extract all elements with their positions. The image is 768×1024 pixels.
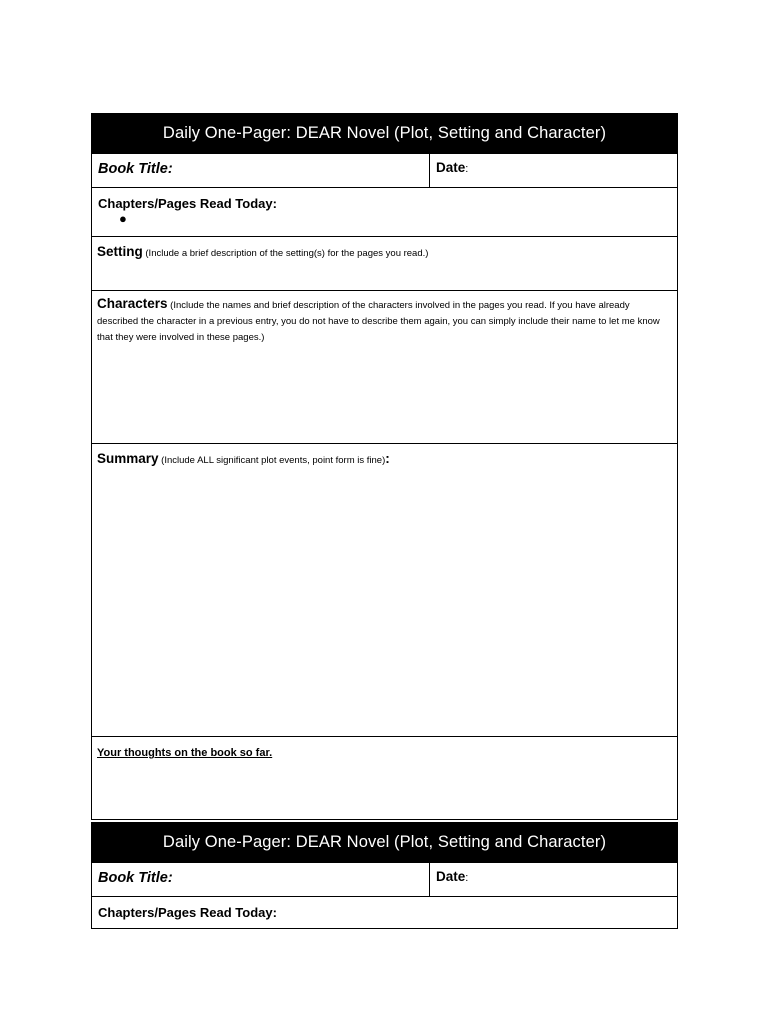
summary-colon: :: [385, 451, 390, 466]
date-label: Date: [436, 160, 466, 175]
summary-note: (Include ALL significant plot events, point form is fine): [158, 455, 386, 466]
setting-row[interactable]: [92, 237, 677, 291]
title-date-row: [92, 154, 677, 188]
date-label: Date: [436, 869, 466, 884]
characters-label: Characters: [97, 296, 168, 311]
characters-row[interactable]: [92, 291, 677, 444]
form-header: Daily One-Pager: DEAR Novel (Plot, Setting and Character): [92, 823, 677, 863]
book-title-cell[interactable]: [92, 154, 430, 187]
one-pager-form-second: [91, 822, 678, 929]
date-cell[interactable]: [430, 154, 677, 187]
summary-label: Summary: [97, 451, 159, 466]
book-title-cell[interactable]: [92, 863, 430, 896]
date-colon: :: [465, 872, 469, 884]
chapters-row[interactable]: [92, 188, 677, 237]
form-header: Daily One-Pager: DEAR Novel (Plot, Setting and Character): [92, 114, 677, 154]
chapters-row[interactable]: [92, 897, 677, 928]
one-pager-form: [91, 113, 678, 820]
characters-note: (Include the names and brief description of the characters involved in the pages you read. If you have already described the character in a previous entry, you do not have to describe them again, you can simply include their name to let me know that they were involved in these pages.): [97, 300, 660, 343]
date-colon: :: [465, 163, 469, 175]
chapters-label: Chapters/Pages Read Today:: [98, 196, 277, 211]
bullet-point: ●: [119, 211, 127, 226]
chapters-label: Chapters/Pages Read Today:: [98, 905, 277, 920]
title-date-row: [92, 863, 677, 897]
date-cell[interactable]: [430, 863, 677, 896]
setting-label: Setting: [97, 244, 143, 259]
thoughts-label: Your thoughts on the book so far.: [97, 747, 273, 759]
book-title-label: Book Title:: [98, 161, 173, 177]
setting-note: (Include a brief description of the setting(s) for the pages you read.): [142, 248, 429, 259]
characters-text: [97, 297, 672, 345]
summary-row[interactable]: [92, 444, 677, 737]
book-title-label: Book Title:: [98, 870, 173, 886]
thoughts-row[interactable]: [92, 737, 677, 819]
